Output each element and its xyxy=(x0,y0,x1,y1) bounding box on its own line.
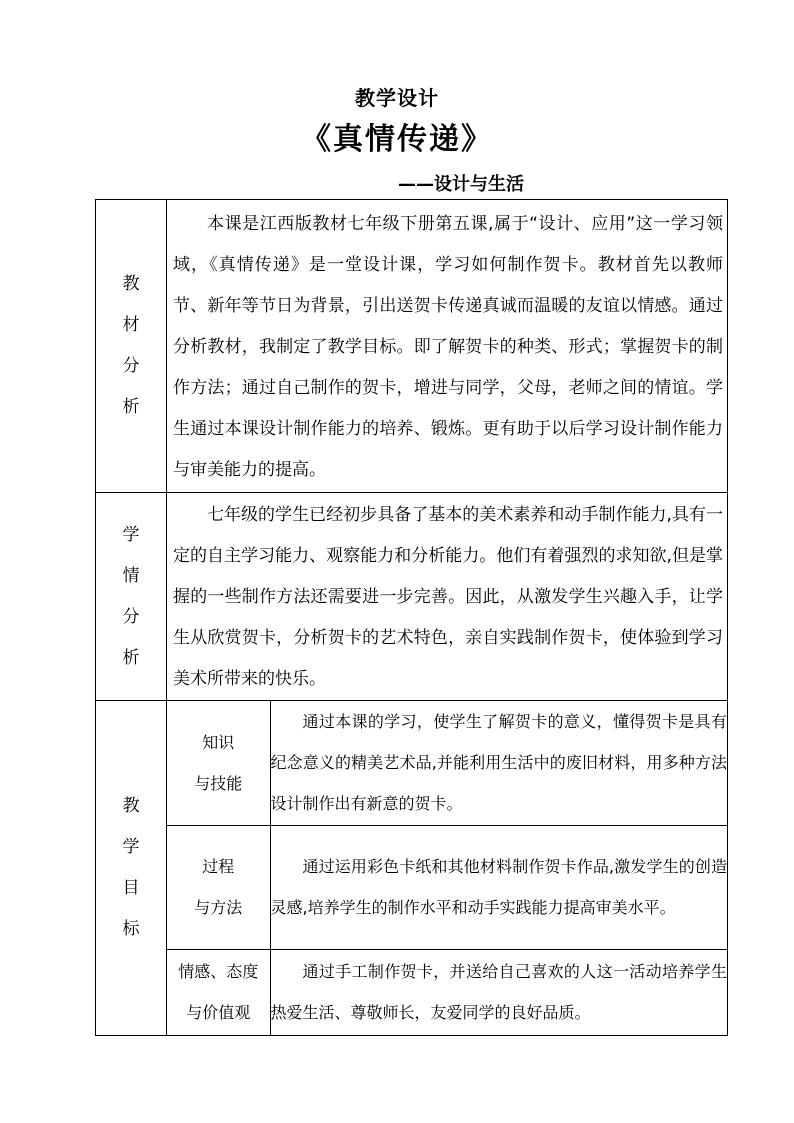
label-char: 教 xyxy=(122,274,140,294)
student-analysis-text: 七年级的学生已经初步具备了基本的美术素养和动手制作能力,具有一定的自主学习能力、观察能力和分析能力。他们有着强烈的求知欲,但是掌握的一些制作方法还需要进一步完善。因此，从激发学生兴趣入手，让学生从欣赏贺卡，分析贺卡的艺术特色，亲自实践制作贺卡，使体验到学习美术所带来的快乐。 xyxy=(173,505,723,689)
goal-text-cell xyxy=(270,701,727,825)
student-analysis-row xyxy=(96,493,728,701)
goal-label-line: 情感、态度 xyxy=(178,962,259,982)
teaching-goals-row xyxy=(96,701,728,1036)
goal-row xyxy=(167,701,727,825)
goal-text: 通过手工制作贺卡，并送给自己喜欢的人这一活动培养学生热爱生活、尊敬师长，友爱同学的良好品质。 xyxy=(270,962,727,1023)
label-char: 析 xyxy=(122,647,140,668)
goal-row xyxy=(167,825,727,949)
label-char: 材 xyxy=(122,315,140,335)
student-analysis-label xyxy=(96,493,167,701)
goal-label-line: 过程 xyxy=(202,857,235,876)
lesson-byline: ——设计与生活 xyxy=(398,174,524,195)
textbook-analysis-label xyxy=(96,200,167,493)
textbook-analysis-text: 本课是江西版教材七年级下册第五课,属于“设计、应用”这一学习领域，《真情传递》是一堂设计课，学习如何制作贺卡。教材首先以教师节、新年等节日为背景，引出送贺卡传递真诚而温暖的友谊以情感。通过分析教材，我制定了教学目标。即了解贺卡的种类、形式；掌握贺卡的制作方法；通过自己制作的贺卡，增进与同学，父母，老师之间的情谊。学生通过本课设计制作能力的培养、锻炼。更有助于以后学习设计制作能力与审美能力的提高。 xyxy=(173,213,723,480)
goals-subtable xyxy=(167,701,727,1035)
goal-label-line: 与方法 xyxy=(194,898,243,917)
textbook-analysis-cell xyxy=(167,200,728,493)
goal-text-cell xyxy=(270,949,727,1035)
label-char: 分 xyxy=(122,356,140,376)
goal-label xyxy=(167,701,270,825)
label-char: 情 xyxy=(122,565,140,586)
goal-label-line: 与技能 xyxy=(194,773,243,793)
label-char: 析 xyxy=(122,397,140,417)
goal-label-line: 知识 xyxy=(202,732,235,752)
label-char: 目 xyxy=(122,878,140,898)
goal-label xyxy=(167,949,270,1035)
label-char: 学 xyxy=(122,524,140,545)
label-char: 标 xyxy=(122,919,140,939)
goal-text-cell xyxy=(270,825,727,949)
lesson-title: 《真情传递》 xyxy=(301,122,493,157)
label-char: 学 xyxy=(122,837,140,857)
goal-label xyxy=(167,825,270,949)
label-char: 分 xyxy=(122,606,140,627)
document-title: 教学设计 xyxy=(355,86,439,110)
textbook-analysis-row xyxy=(96,200,728,493)
label-char: 教 xyxy=(122,796,140,816)
goal-label-line: 与价值观 xyxy=(186,1003,251,1023)
goal-text: 通过运用彩色卡纸和其他材料制作贺卡作品,激发学生的创造灵感,培养学生的制作水平和动手实践能力提高审美水平。 xyxy=(270,857,727,917)
student-analysis-cell xyxy=(167,493,728,701)
teaching-goals-cell xyxy=(167,701,728,1036)
lesson-plan-table xyxy=(95,199,728,1036)
teaching-goals-label xyxy=(96,701,167,1036)
goal-row xyxy=(167,949,727,1035)
goal-text: 通过本课的学习，使学生了解贺卡的意义，懂得贺卡是具有纪念意义的精美艺术品,并能利用生活中的废旧材料，用多种方法设计制作出有新意的贺卡。 xyxy=(270,712,727,814)
